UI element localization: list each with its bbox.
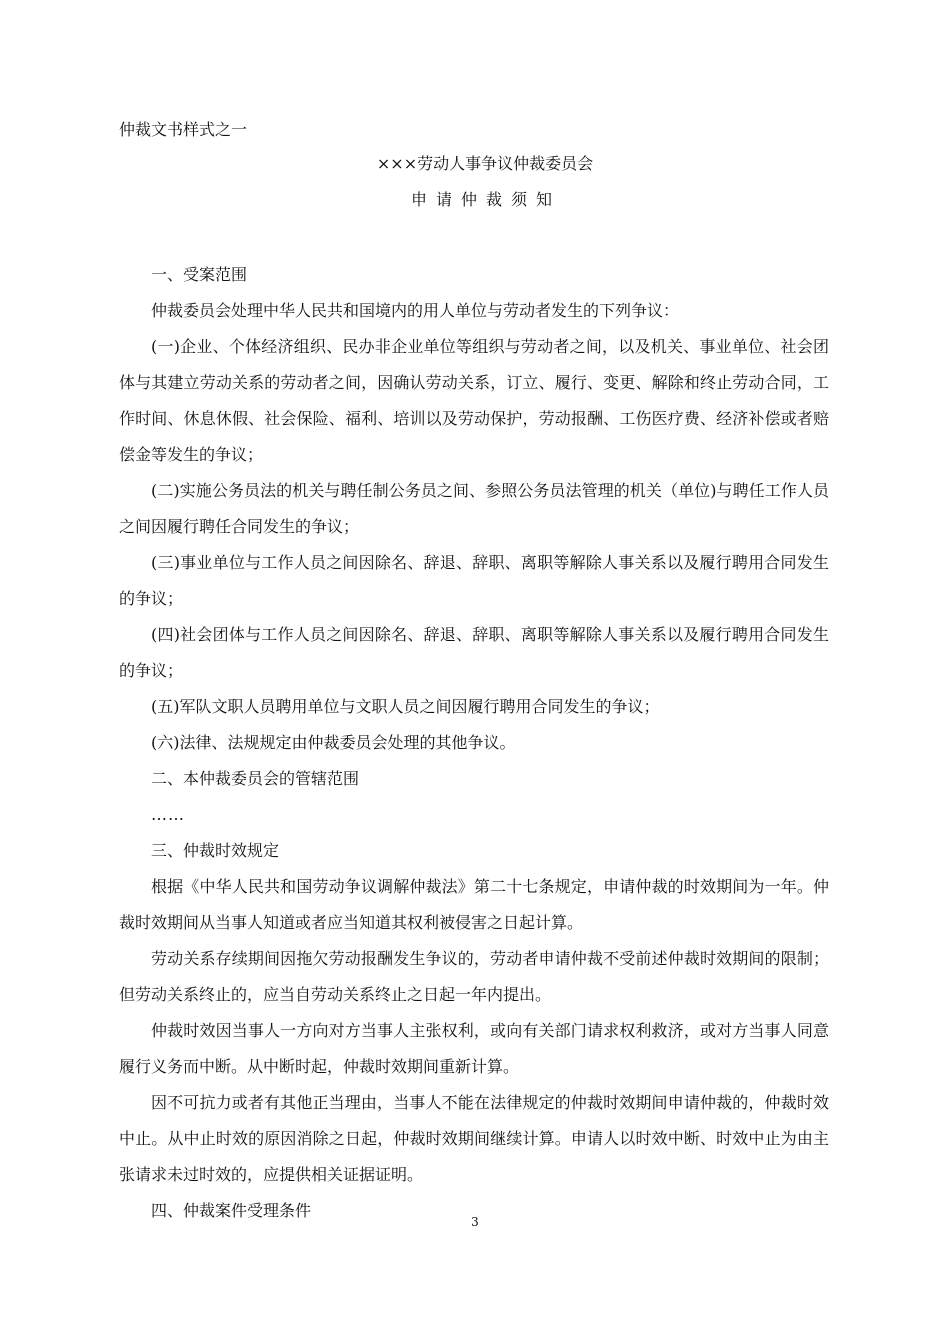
- list-item: (三)事业单位与工作人员之间因除名、辞退、辞职、离职等解除人事关系以及履行聘用合同发生的争议；: [119, 553, 829, 608]
- paragraph: 劳动关系存续期间因拖欠劳动报酬发生争议的，劳动者申请仲裁不受前述仲裁时效期间的限制；但劳动关系终止的，应当自劳动关系终止之日起一年内提出。: [119, 949, 829, 1004]
- document-body: [119, 257, 829, 1229]
- paragraph: 仲裁委员会处理中华人民共和国境内的用人单位与劳动者发生的下列争议：: [151, 301, 680, 320]
- document-title: 申请仲裁须知: [410, 190, 561, 209]
- list-item: (一)企业、个体经济组织、民办非企业单位等组织与劳动者之间，以及机关、事业单位、社会团体与其建立劳动关系的劳动者之间，因确认劳动关系，订立、履行、变更、解除和终止劳动合同，工作时间、休息休假、社会保险、福利、培训以及劳动保护，劳动报酬、工伤医疗费、经济补偿或者赔偿金等发生的争议；: [119, 337, 829, 464]
- section-heading-2: 二、本仲裁委员会的管辖范围: [151, 769, 360, 788]
- list-item: (五)军队文职人员聘用单位与文职人员之间因履行聘用合同发生的争议；: [151, 697, 660, 716]
- list-item: (六)法律、法规规定由仲裁委员会处理的其他争议。: [151, 733, 516, 752]
- paragraph: 仲裁时效因当事人一方向对方当事人主张权利，或向有关部门请求权利救济，或对方当事人同意履行义务而中断。从中断时起，仲裁时效期间重新计算。: [119, 1021, 829, 1076]
- paragraph: 根据《中华人民共和国劳动争议调解仲裁法》第二十七条规定，申请仲裁的时效期间为一年。仲裁时效期间从当事人知道或者应当知道其权利被侵害之日起计算。: [119, 877, 829, 932]
- section-heading-1: 一、受案范围: [151, 265, 248, 284]
- organization-title: ×××劳动人事争议仲裁委员会: [376, 154, 594, 173]
- list-item: (四)社会团体与工作人员之间因除名、辞退、辞职、离职等解除人事关系以及履行聘用合同发生的争议；: [119, 625, 829, 680]
- paragraph: 因不可抗力或者有其他正当理由，当事人不能在法律规定的仲裁时效期间申请仲裁的，仲裁时效中止。从中止时效的原因消除之日起，仲裁时效期间继续计算。申请人以时效中断、时效中止为由主张请求未过时效的，应提供相关证据证明。: [119, 1093, 829, 1184]
- section-heading-4: 四、仲裁案件受理条件: [151, 1201, 312, 1220]
- list-item: (二)实施公务员法的机关与聘任制公务员之间、参照公务员法管理的机关（单位)与聘任工作人员之间因履行聘任合同发生的争议；: [119, 481, 829, 536]
- form-label: 仲裁文书样式之一: [119, 120, 248, 139]
- page-number: 3: [471, 1215, 479, 1229]
- section-heading-3: 三、仲裁时效规定: [151, 841, 280, 860]
- omitted-content: ……: [151, 805, 185, 824]
